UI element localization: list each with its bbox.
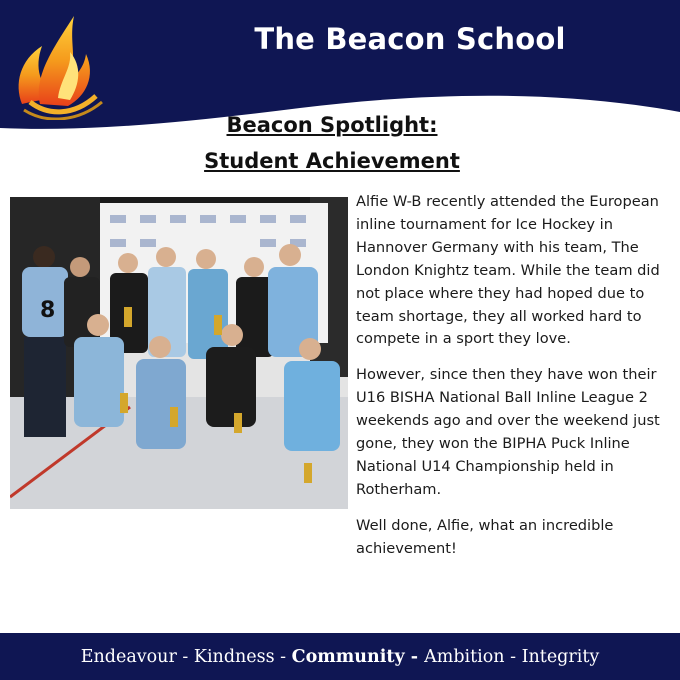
article-paragraph: Alfie W-B recently attended the European inline tournament for Ice Hockey in Hannover Germany with his team, The London Knightz team. While the team did not place where they had hoped due to team shortage, they all worked hard to compete in a sport they love. xyxy=(356,193,660,348)
article-paragraph: Well done, Alfie, what an incredible achievement! xyxy=(356,516,614,557)
value-separator: - xyxy=(504,647,522,667)
footer-banner xyxy=(0,633,680,680)
value-community: Community xyxy=(291,647,405,667)
value-integrity: Integrity xyxy=(521,647,600,667)
value-kindness: Kindness xyxy=(193,647,275,667)
school-name: The Beacon School xyxy=(254,22,566,56)
achievement-article xyxy=(356,191,674,574)
svg-text:8: 8 xyxy=(40,298,56,323)
team-photo-with-trophies-icon xyxy=(10,197,348,509)
flame-logo-icon xyxy=(10,10,110,120)
spotlight-heading: Beacon Spotlight: xyxy=(226,113,438,137)
spotlight-subheading: Student Achievement xyxy=(204,149,460,173)
value-ambition: Ambition xyxy=(424,647,505,667)
value-separator: - xyxy=(176,647,194,667)
article-paragraph: However, since then they have won their U16 BISHA National Ball Inline League 2 weekends ago and over the weekend just gone, they won the BIPHA Puck Inline National U14 Championship held in Rotherham. xyxy=(356,366,660,498)
value-separator: - xyxy=(274,647,292,667)
school-values xyxy=(0,647,680,667)
value-separator: - xyxy=(404,647,425,667)
value-endeavour: Endeavour xyxy=(80,647,177,667)
team-photo xyxy=(10,197,348,509)
